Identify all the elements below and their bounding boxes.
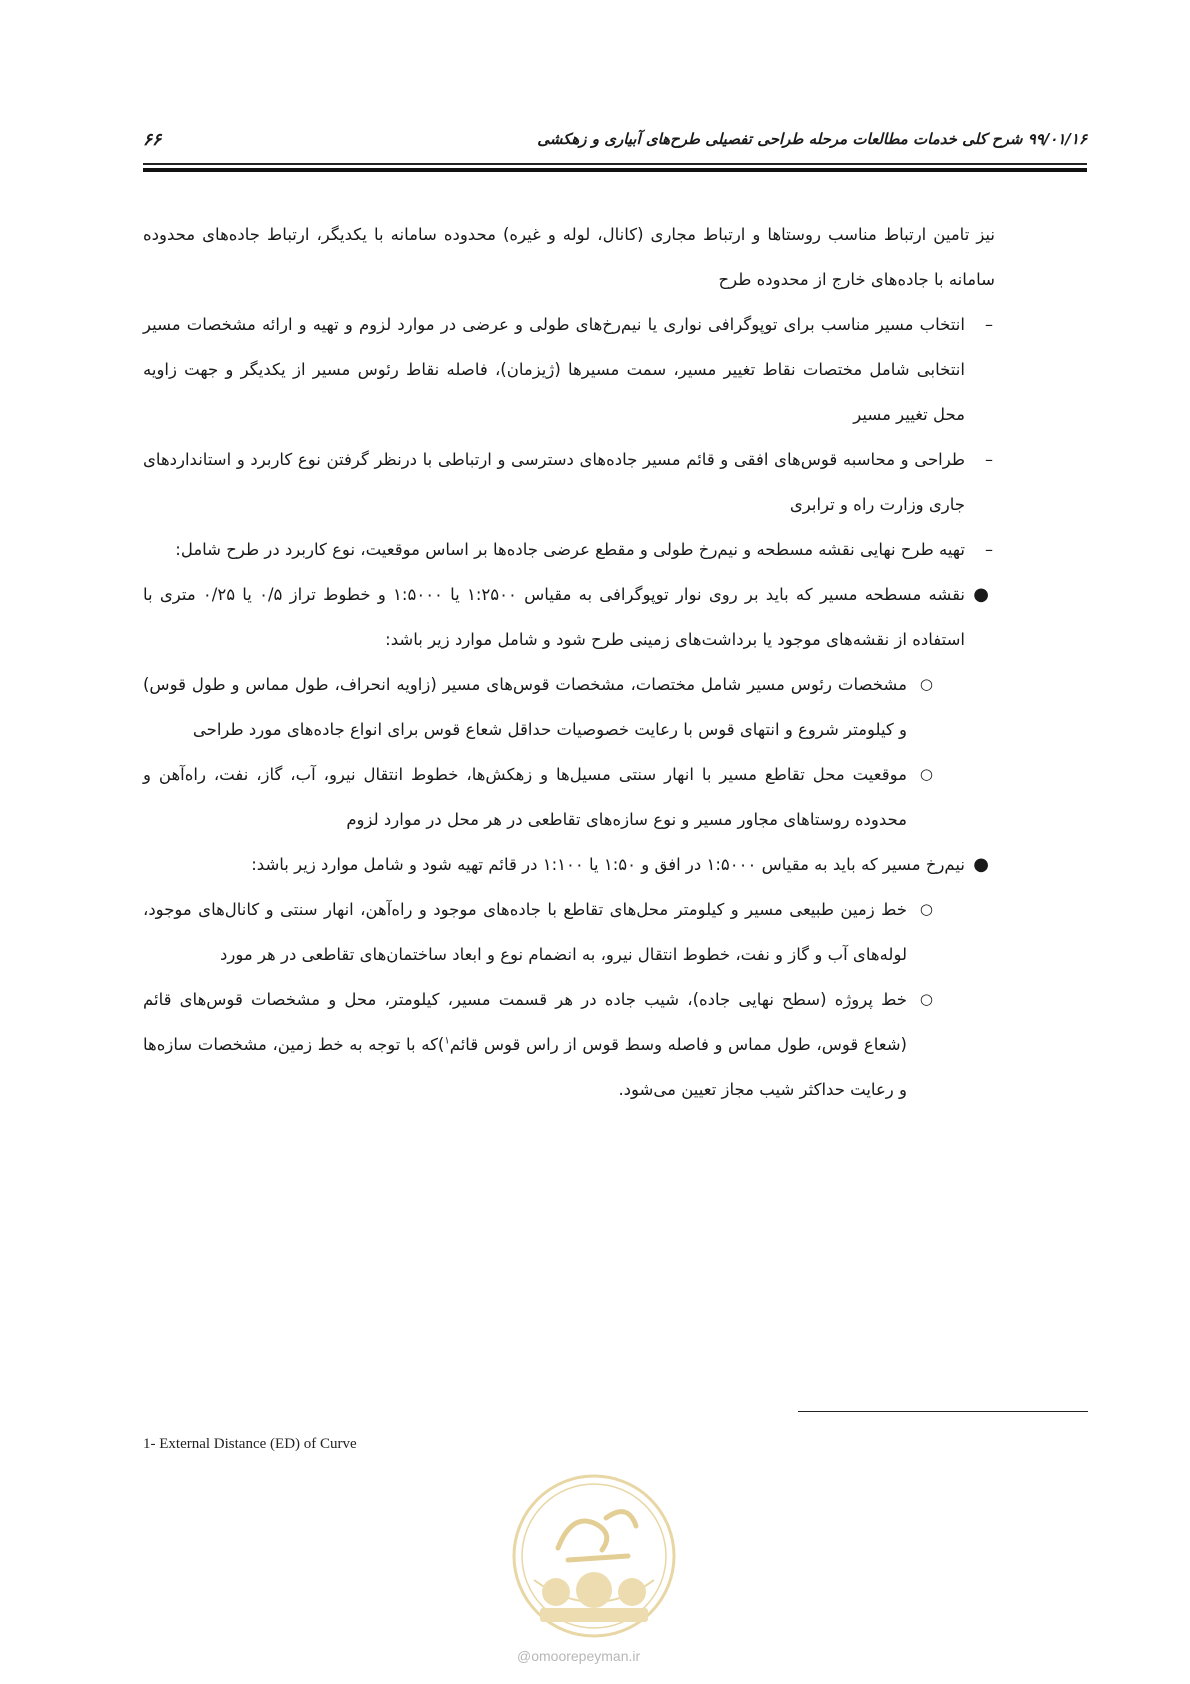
bullet-item-text: نقشه مسطحه مسیر که باید بر روی نوار توپوگرافی به مقیاس ۱:۲۵۰۰ یا ۱:۵۰۰۰ و خطوط تراز ۰/۵ یا ۰/۲۵ متری با استفاده از نقشه‌های موجود یا برداشت‌های زمینی طرح شود و شامل موارد زیر باشد: <box>143 585 966 649</box>
dash-marker: – <box>985 450 993 469</box>
sub-item-text: خط زمین طبیعی مسیر و کیلومتر محل‌های تقاطع با جاده‌های موجود و راه‌آهن، انهار سنتی و کانال‌های موجود، لوله‌های آب و گاز و نفت، خطوط انتقال نیرو، به انضمام نوع و ابعاد ساختمان‌های تقاطعی در هر مورد <box>143 900 907 964</box>
list-item-text: تهیه طرح نهایی نقشه مسطحه و نیم‌رخ طولی و مقطع عرضی جاده‌ها بر اساس موقعیت، نوع کاربرد در طرح شامل: <box>175 540 965 559</box>
page-number: ۶۶ <box>143 130 162 150</box>
sub-item-text: موقعیت محل تقاطع مسیر با انهار سنتی مسیل‌ها و زهکش‌ها، خطوط انتقال نیرو، آب، گاز، نفت، راه‌آهن و محدوده روستاهای مجاور مسیر و نوع سازه‌های تقاطعی در هر محل در موارد لزوم <box>143 765 907 829</box>
circle-marker: ○ <box>919 765 933 783</box>
circle-marker: ○ <box>919 990 933 1008</box>
circle-marker: ○ <box>919 900 933 918</box>
list-item-text: طراحی و محاسبه قوس‌های افقی و قائم مسیر جاده‌های دسترسی و ارتباطی با درنظر گرفتن نوع کاربرد و استانداردهای جاری وزارت راه و ترابری <box>143 450 965 514</box>
footnote: 1- External Distance (ED) of Curve <box>143 1436 357 1452</box>
bullet-marker: ● <box>973 584 989 605</box>
sub-item <box>143 752 995 842</box>
sub-item <box>143 662 995 752</box>
bullet-marker: ● <box>973 854 989 875</box>
list-item <box>143 302 995 437</box>
sub-item-text-part: )که با توجه به خط زمین، مشخصات سازه‌ها و رعایت حداکثر شیب مجاز تعیین می‌شود. <box>143 1035 907 1099</box>
dash-marker: – <box>985 315 993 334</box>
body-text <box>143 212 995 1112</box>
header-rule-thin <box>143 163 1087 165</box>
list-item <box>143 527 995 572</box>
intro-paragraph: نیز تامین ارتباط مناسب روستاها و ارتباط مجاری (کانال، لوله و غیره) محدوده سامانه با یکدیگر، ارتباط جاده‌های محدوده سامانه با جاده‌های خارج از محدوده طرح <box>143 225 995 289</box>
list-item <box>143 437 995 527</box>
sub-item-text <box>143 990 907 1099</box>
list-item-text: انتخاب مسیر مناسب برای توپوگرافی نواری یا نیم‌رخ‌های طولی و عرضی در موارد لزوم و تهیه و ارائه مشخصات مسیر انتخابی شامل مختصات نقاط تغییر مسیر، سمت مسیرها (ژیزمان)، فاصله نقاط رئوس مسیر از یکدیگر و جهت زاویه محل تغییر مسیر <box>143 315 965 424</box>
footnote-reference[interactable]: ۱ <box>444 1035 450 1047</box>
bullet-item <box>143 572 995 662</box>
sub-item-text: مشخصات رئوس مسیر شامل مختصات، مشخصات قوس‌های مسیر (زاویه انحراف، طول مماس و طول قوس) و کیلومتر شروع و انتهای قوس با رعایت خصوصیات حداقل شعاع قوس برای انواع جاده‌های مورد طراحی <box>143 675 907 739</box>
circle-marker: ○ <box>919 675 933 693</box>
header-rule-thick <box>143 168 1087 172</box>
watermark-logo-icon <box>510 1472 678 1640</box>
sub-item-text-part: خط پروژه (سطح نهایی جاده)، شیب جاده در هر قسمت مسیر، کیلومتر، محل و مشخصات قوس‌های قائم (شعاع قوس، طول مماس و فاصله وسط قوس از راس قوس قائم <box>143 990 907 1054</box>
bullet-item-text: نیم‌رخ مسیر که باید به مقیاس ۱:۵۰۰۰ در افق و ۱:۵۰ یا ۱:۱۰۰ در قائم تهیه شود و شامل موارد زیر باشد: <box>251 855 965 874</box>
watermark-site: @omoorepeyman.ir <box>517 1648 641 1664</box>
sub-item <box>143 887 995 977</box>
page-header <box>143 130 1087 160</box>
running-title: ۹۹/۰۱/۱۶ شرح کلی خدمات مطالعات مرحله طراحی تفصیلی طرح‌های آبیاری و زهکشی <box>537 130 1087 148</box>
dash-marker: – <box>985 540 993 559</box>
sub-item <box>143 977 995 1112</box>
bullet-item <box>143 842 995 887</box>
footnote-separator <box>798 1411 1088 1412</box>
